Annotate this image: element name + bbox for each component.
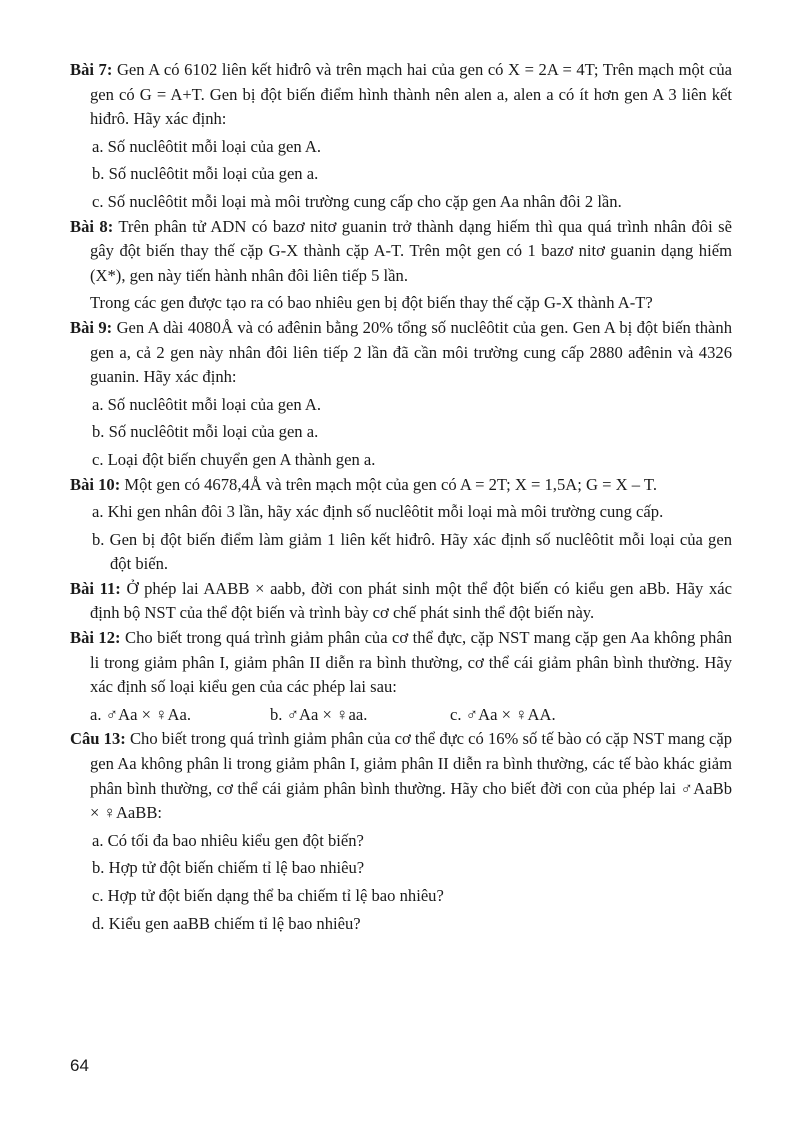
exercise-list [70,58,732,936]
problem-item: a. Có tối đa bao nhiêu kiểu gen đột biến? [92,830,364,850]
problem-text: Trên phân tử ADN có bazơ nitơ guanin trở thành dạng hiếm thì qua quá trình nhân đôi sẽ gây đột biến thay thế cặp G-X thành cặp A-T. Trên một gen có 1 bazơ nitơ guanin dạng hiếm (X*), gen này tiến hành nhân đôi liên tiếp 5 lần. [90,216,732,285]
problem-item: c. Hợp tử đột biến dạng thể ba chiếm tỉ lệ bao nhiêu? [92,886,444,905]
problem-item: d. Kiểu gen aaBB chiếm tỉ lệ bao nhiêu? [92,913,361,933]
problem-text: Cho biết trong quá trình giảm phân của cơ thể đực, cặp NST mang cặp gen Aa không phân li trong giảm phân I, giảm phân II diễn ra bình thường, cơ thể cái giảm phân bình thường. Hãy xác định số loại kiểu gen của các phép lai sau: [90,628,732,697]
problem-option: c. ♂Aa × ♀AA. [450,704,556,724]
problem-item: b. Số nuclêôtit mỗi loại của gen a. [92,422,319,442]
problem-10 [70,473,732,577]
problem-12 [70,626,732,727]
problem-label: Bài 7: [70,60,113,79]
problem-item: b. Số nuclêôtit mỗi loại của gen a. [92,164,319,184]
problem-8 [70,215,732,316]
problem-intro [70,727,732,825]
problem-intro [70,473,732,498]
problem-label: Bài 8: [70,216,114,236]
problem-option: a. ♂Aa × ♀Aa. [90,704,192,724]
problem-11 [70,577,732,626]
problem-intro [70,577,732,626]
problem-item: c. Loại đột biến chuyển gen A thành gen a. [92,449,376,469]
problem-text: Gen A có 6102 liên kết hiđrô và trên mạch hai của gen có X = 2A = 4T; Trên mạch một của gen có G = A+T. Gen bị đột biến điểm hình thành nên alen a, alen a có ít hơn gen A 3 liên kết hiđrô. Hãy xác định: [90,60,732,129]
problem-text: Một gen có 4678,4Å và trên mạch một của gen có A = 2T; X = 1,5A; G = X – T. [124,474,657,494]
problem-intro [70,626,732,700]
problem-7 [70,58,732,215]
page-number: 64 [70,1056,89,1075]
problem-label: Bài 10: [70,474,121,494]
problem-intro [70,58,732,132]
problem-options [70,703,732,728]
problem-13 [70,727,732,936]
problem-text: Ở phép lai AABB × aabb, đời con phát sinh một thể đột biến có kiểu gen aBb. Hãy xác định bộ NST của thể đột biến và trình bày cơ chế phát sinh thể đột biến này. [90,578,733,623]
problem-label: Câu 13: [70,729,126,749]
problem-item: a. Khi gen nhân đôi 3 lần, hãy xác định số nuclêôtit mỗi loại mà môi trường cung cấp. [92,502,664,522]
problem-label: Bài 12: [70,628,121,648]
problem-text: Cho biết trong quá trình giảm phân của cơ thể đực có 16% số tế bào có cặp NST mang cặp gen Aa không phân li trong giảm phân I, giảm phân II diễn ra bình thường, các tế bào khác giảm phân bình thường, cơ thể cái giảm phân bình thường. Hãy cho biết đời con của phép lai ♂AaBb × ♀AaBB: [90,729,732,823]
problem-intro [70,316,732,390]
problem-item: a. Số nuclêôtit mỗi loại của gen A. [92,136,322,156]
problem-item: b. Gen bị đột biến điểm làm giảm 1 liên kết hiđrô. Hãy xác định số nuclêôtit mỗi loại của gen đột biến. [92,529,732,574]
problem-item: a. Số nuclêôtit mỗi loại của gen A. [92,394,322,414]
problem-item: b. Hợp tử đột biến chiếm tỉ lệ bao nhiêu? [92,858,365,878]
problem-label: Bài 9: [70,317,113,337]
problem-question: Trong các gen được tạo ra có bao nhiêu gen bị đột biến thay thế cặp G-X thành A-T? [90,293,653,313]
problem-intro [70,215,732,289]
problem-text: Gen A dài 4080Å và có ađênin bằng 20% tổng số nuclêôtit của gen. Gen A bị đột biến thành gen a, cả 2 gen này nhân đôi liên tiếp 2 lần đã cần môi trường cung cấp 2880 ađênin và 4326 guanin. Hãy xác định: [90,317,733,387]
problem-label: Bài 11: [70,578,121,598]
problem-option: b. ♂Aa × ♀aa. [270,704,368,724]
problem-9 [70,316,732,473]
problem-item: c. Số nuclêôtit mỗi loại mà môi trường cung cấp cho cặp gen Aa nhân đôi 2 lần. [92,191,622,211]
